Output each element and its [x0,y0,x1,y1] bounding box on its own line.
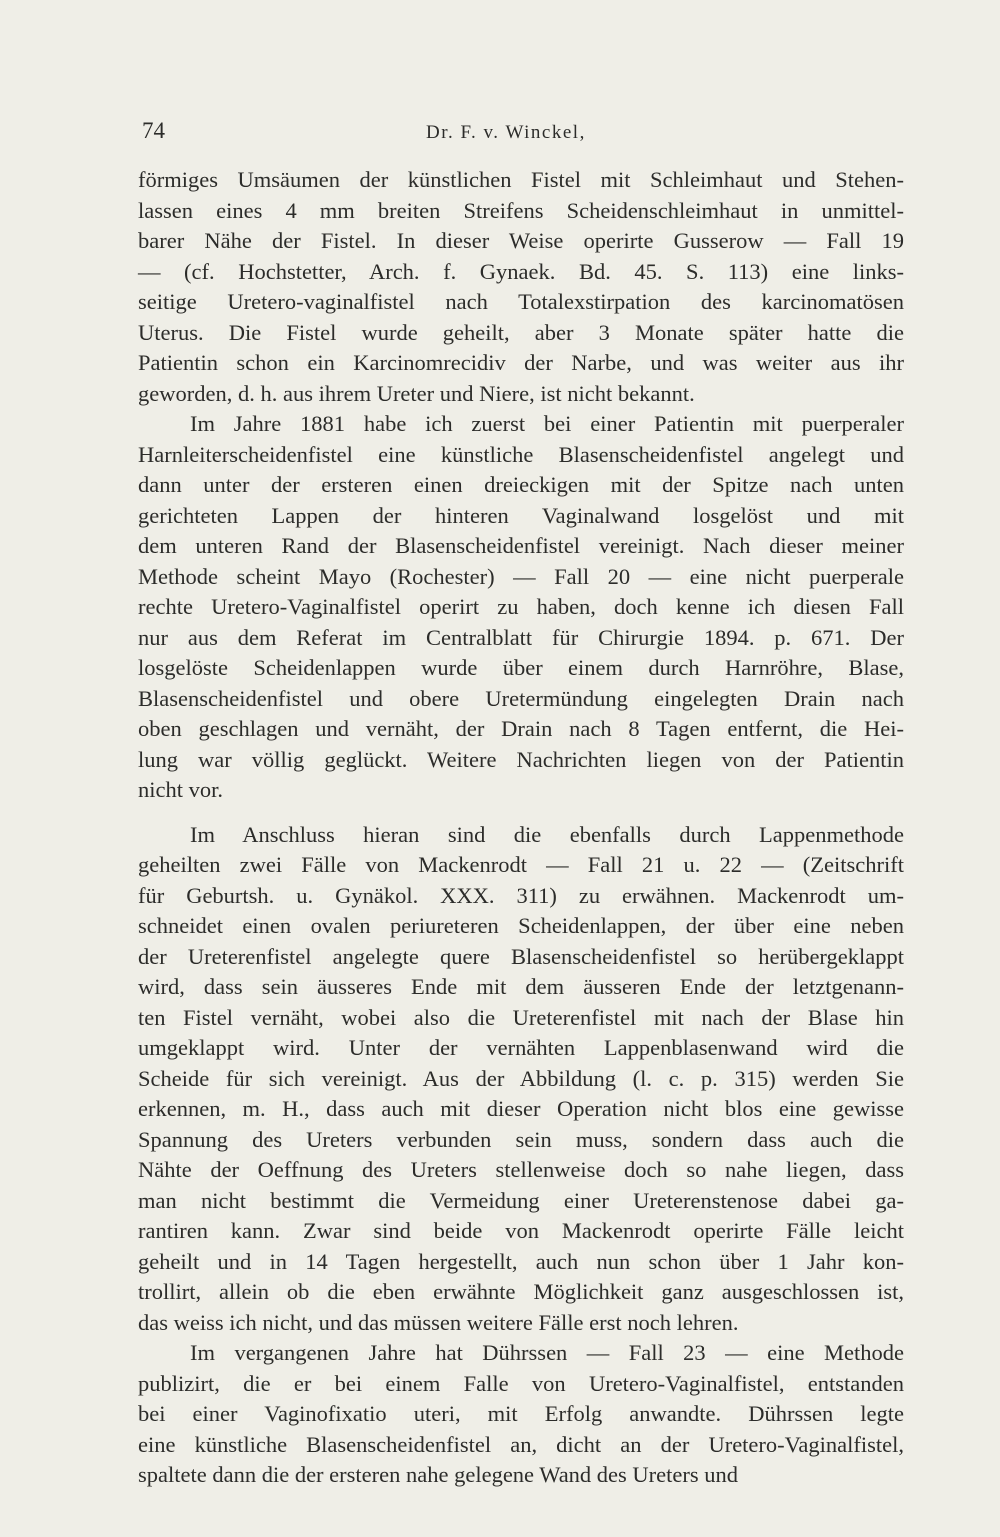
paragraph [138,165,904,409]
paragraph [138,409,904,806]
text-line: gerichteten Lappen der hinteren Vaginalwand losgelöst und mit [138,502,904,528]
paragraph [138,820,904,1339]
text-line: barer Nähe der Fistel. In dieser Weise operirte Gusserow — Fall 19 [138,228,904,253]
text-line: oben geschlagen und vernäht, der Drain nach 8 Tagen entfernt, die Hei- [138,716,904,741]
running-head [142,118,902,148]
text-line: geheilten zwei Fälle von Mackenrodt — Fall 21 u. 22 — (Zeitschrift [138,852,904,877]
text-line: trollirt, allein ob die eben erwähnte Möglichkeit ganz ausgeschlossen ist, [138,1279,904,1304]
text-line: für Geburtsh. u. Gynäkol. XXX. 311) zu erwähnen. Mackenrodt um- [138,882,904,908]
text-line: lassen eines 4 mm breiten Streifens Scheidenschleimhaut in unmittel- [138,197,904,223]
text-line: bei einer Vaginofixatio uteri, mit Erfolg anwandte. Dührssen legte [138,1401,904,1426]
text-line: das weiss ich nicht, und das müssen weitere Fälle erst noch lehren. [138,1309,739,1335]
text-line: lung war völlig geglückt. Weitere Nachrichten liegen von der Patientin [138,746,904,772]
text-line: schneidet einen ovalen periureteren Scheidenlappen, der über eine neben [138,913,904,938]
text-line: nicht vor. [138,777,223,802]
text-line: spaltete dann die der ersteren nahe gelegene Wand des Ureters und [138,1462,739,1487]
page-number: 74 [142,118,165,143]
text-line: rantiren kann. Zwar sind beide von Mackenrodt operirte Fälle leicht [138,1218,904,1243]
text-line: Im vergangenen Jahre hat Dührssen — Fall 23 — eine Methode [190,1340,904,1365]
text-line: erkennen, m. H., dass auch mit dieser Operation nicht blos eine gewisse [138,1096,904,1121]
text-line: — (cf. Hochstetter, Arch. f. Gynaek. Bd. 45. S. 113) eine links- [138,258,904,284]
text-line: rechte Uretero-Vaginalfistel operirt zu haben, doch kenne ich diesen Fall [138,594,904,619]
text-line: man nicht bestimmt die Vermeidung einer Ureterenstenose dabei ga- [138,1187,904,1213]
text-line: Im Anschluss hieran sind die ebenfalls durch Lappenmethode [190,821,904,847]
text-line: Uterus. Die Fistel wurde geheilt, aber 3 Monate später hatte die [138,319,904,345]
body-text [138,165,904,1491]
paragraph-spacer [138,806,904,820]
text-line: geheilt und in 14 Tagen hergestellt, auch nun schon über 1 Jahr kon- [138,1248,904,1274]
text-line: nur aus dem Referat im Centralblatt für Chirurgie 1894. p. 671. Der [138,624,904,650]
paragraph [138,1338,904,1491]
text-line: förmiges Umsäumen der künstlichen Fistel mit Schleimhaut und Stehen- [138,167,904,192]
text-line: ten Fistel vernäht, wobei also die Ureterenfistel mit nach der Blase hin [138,1004,904,1030]
text-line: Im Jahre 1881 habe ich zuerst bei einer Patientin mit puerperaler [190,411,904,436]
header-title: Dr. F. v. Winckel, [426,122,586,143]
text-line: dann unter der ersteren einen dreieckigen mit der Spitze nach unten [138,472,904,497]
text-line: eine künstliche Blasenscheidenfistel an, dicht an der Uretero-Vaginalfistel, [138,1431,904,1457]
text-line: Harnleiterscheidenfistel eine künstliche Blasenscheidenfistel angelegt und [138,441,904,467]
text-line: publizirt, die er bei einem Falle von Uretero-Vaginalfistel, entstanden [138,1370,904,1396]
text-line: Nähte der Oeffnung des Ureters stellenweise doch so nahe liegen, dass [138,1157,904,1182]
text-line: der Ureterenfistel angelegte quere Blasenscheidenfistel so herübergeklappt [138,943,904,969]
text-line: losgelöste Scheidenlappen wurde über einem durch Harnröhre, Blase, [138,655,904,680]
text-line: Scheide für sich vereinigt. Aus der Abbildung (l. c. p. 315) werden Sie [138,1065,904,1091]
text-line: umgeklappt wird. Unter der vernähten Lappenblasenwand wird die [138,1035,904,1060]
text-line: Blasenscheidenfistel und obere Uretermündung eingelegten Drain nach [138,685,904,711]
text-line: geworden, d. h. aus ihrem Ureter und Niere, ist nicht bekannt. [138,380,695,406]
text-line: dem unteren Rand der Blasenscheidenfistel vereinigt. Nach dieser meiner [138,533,904,558]
text-line: Patientin schon ein Karcinomrecidiv der Narbe, und was weiter aus ihr [138,350,904,375]
text-line: Spannung des Ureters verbunden sein muss, sondern dass auch die [138,1126,904,1152]
text-line: seitige Uretero-vaginalfistel nach Totalexstirpation des karcinomatösen [138,289,904,314]
text-line: wird, dass sein äusseres Ende mit dem äusseren Ende der letztgenann- [138,974,904,999]
text-line: Methode scheint Mayo (Rochester) — Fall 20 — eine nicht puerperale [138,563,904,589]
